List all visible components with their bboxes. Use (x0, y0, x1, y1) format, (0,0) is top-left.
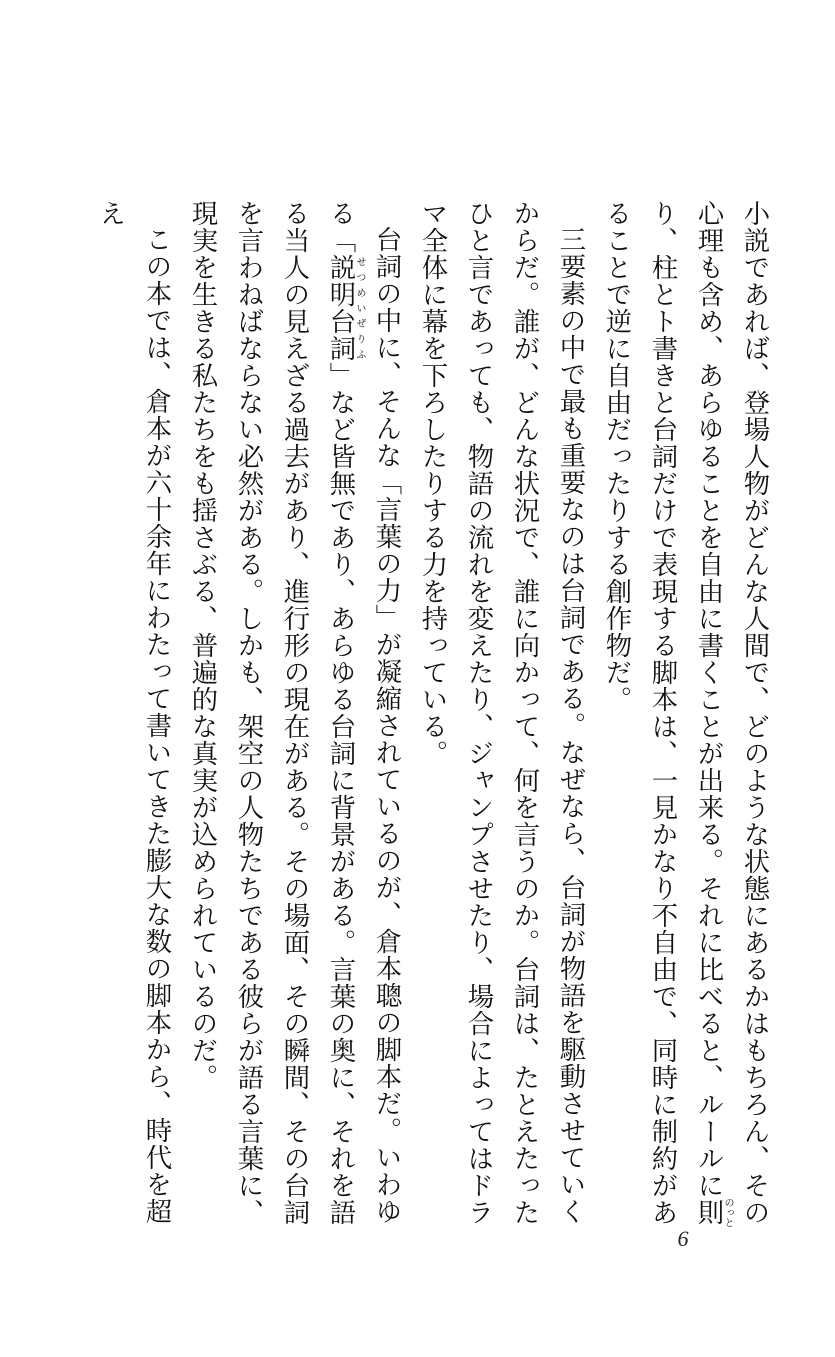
paragraph (87, 200, 179, 1230)
text-segment: 」など皆無であり、あらゆる台詞に背景がある。言葉の奥に、それを語る当人の見えざる過去があり、進行形の現在がある。その場面、その瞬間、その台詞を言わねばならない必然がある。しかも、架空の人物たちである彼らが語る言葉に、現実を生きる私たちをも揺さぶる、普遍的な真実が込められているのだ。 (187, 200, 356, 1226)
ruby-word (325, 254, 365, 362)
text-segment: この本では、倉本が六十余年にわたって書いてきた膨大な数の脚本から、時代を超え (95, 200, 172, 1226)
ruby-base: 説明台詞 (325, 254, 356, 362)
page-number: 6 (677, 1226, 689, 1251)
text-segment: 小説であれば、登場人物がどんな人間で、どのような状態にあるかはもちろん、その心理も含め、あらゆることを自由に書くことが出来る。それに比べると、ルールに (693, 200, 770, 1226)
paragraph (179, 200, 409, 1230)
ruby-word (693, 1197, 733, 1228)
ruby-reading: せつめいぜりふ (354, 254, 365, 362)
paragraph (409, 200, 593, 1230)
ruby-reading: のっと (722, 1197, 733, 1228)
paragraph (593, 200, 777, 1230)
text-segment: り、柱とト書きと台詞だけで表現する脚本は、一見かなり不自由で、同時に制約があることで逆に自由だったりする創作物だ。 (601, 200, 678, 1226)
text-segment: 三要素の中で最も重要なのは台詞である。なぜなら、台詞が物語を駆動させていくからだ。誰が、どんな状況で、誰に向かって、何を言うのか。台詞は、たとえたったひと言であっても、物語の流れを変えたり、ジャンプさせたり、場合によってはドラマ全体に幕を下ろしたりする力を持っている。 (417, 200, 586, 1226)
text-segment: 台詞の中に、そんな「言葉の力」が凝縮されているのが、倉本聰の脚本だ。いわゆる「 (325, 200, 402, 1226)
body-text (95, 200, 777, 1230)
ruby-base: 則 (693, 1197, 724, 1228)
